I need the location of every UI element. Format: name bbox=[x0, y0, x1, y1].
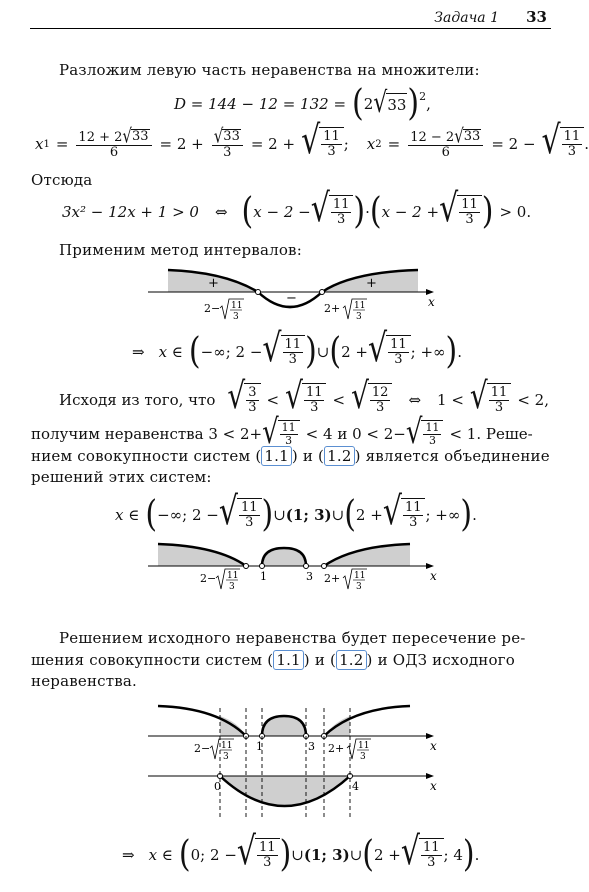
ans2-frac1-num: 11 bbox=[240, 500, 258, 515]
ans2-b: 2 + bbox=[355, 506, 383, 524]
root-x2-sub: 2 bbox=[375, 138, 382, 150]
p6-and: и bbox=[314, 651, 326, 669]
frac2-rad: 33 bbox=[223, 128, 240, 144]
axis-fig3-bottom-label: x bbox=[430, 779, 437, 793]
p4-frac3-den: 3 bbox=[376, 400, 385, 415]
label-left-num: 11 bbox=[231, 301, 243, 311]
ans2-frac1-den: 3 bbox=[245, 515, 254, 530]
ans1-impl: ⇒ bbox=[132, 343, 145, 361]
ans1-frac1-den: 3 bbox=[288, 352, 297, 367]
frac-x2-full: 12 − 2 √ 33 6 bbox=[408, 129, 483, 160]
frac4-num: 12 − 2 bbox=[410, 129, 455, 145]
label-fig3-left-num: 11 bbox=[221, 741, 233, 751]
ans3-cup1: ∪ bbox=[291, 846, 304, 864]
label-fig3-right-den: 3 bbox=[360, 752, 366, 762]
frac1-num: 12 + 2 bbox=[78, 129, 123, 145]
p5-line2b: является объединение bbox=[365, 447, 550, 465]
ans2-frac2-num: 11 bbox=[404, 500, 422, 515]
point-fig2-b bbox=[322, 564, 327, 569]
ans3-impl: ⇒ bbox=[122, 846, 135, 864]
ans1-frac2-num: 11 bbox=[390, 337, 407, 352]
point-fig2-a bbox=[244, 564, 249, 569]
label-fig2-right-num: 11 bbox=[354, 571, 366, 581]
axis-fig2-label: x bbox=[430, 569, 437, 583]
label-left-den: 3 bbox=[233, 312, 239, 322]
paragraph-obtain-line3: решений этих систем: bbox=[31, 468, 212, 486]
p4-frac1-num: 3 bbox=[248, 385, 257, 400]
ans1-pre: x ∈ bbox=[158, 343, 183, 361]
frac-x1-half: √ 33 3 bbox=[212, 129, 243, 160]
p4-frac2-den: 3 bbox=[310, 400, 319, 415]
ineq-end: > 0. bbox=[499, 203, 532, 221]
p6-line2b: и ОДЗ исходного bbox=[377, 651, 515, 669]
label-fig3-left-root bbox=[194, 739, 234, 762]
p5-frac1-num: 11 bbox=[281, 421, 296, 434]
paragraph-factor: Разложим левую часть неравенства на множители: bbox=[59, 61, 480, 79]
answer-final: ⇒ x ∈ ( 0; 2 − √ $\frac{11}{3}$ ) ∪ (1; 3) ∪ ( 2 + √ $\frac{11}{3}$ ; 4 ) . bbox=[122, 829, 480, 876]
ref-system-1-1[interactable]: 1.1 bbox=[261, 446, 291, 466]
page-number: 33 bbox=[526, 8, 547, 26]
p5-frac2-num: 11 bbox=[425, 421, 440, 434]
ans1-frac2-den: 3 bbox=[394, 352, 403, 367]
p4-iff: ⇔ bbox=[408, 391, 422, 409]
label-fig3-four: 4 bbox=[352, 780, 359, 793]
ans3-a: 0; 2 − bbox=[190, 846, 237, 864]
frac1-rad: 33 bbox=[131, 128, 149, 144]
frac3-num: 11 bbox=[323, 129, 340, 144]
eq-d-radicand: 33 bbox=[386, 93, 407, 115]
frac2-den: 3 bbox=[223, 144, 232, 160]
p5-a: получим неравенства 3 < 2+ bbox=[31, 425, 263, 443]
label-right-root bbox=[324, 299, 367, 322]
p4-frac4-den: 3 bbox=[494, 400, 504, 415]
ans3-frac2-num: 11 bbox=[423, 840, 440, 855]
sign-plus-right: + bbox=[366, 276, 377, 291]
ans3-frac1-den: 3 bbox=[263, 855, 272, 870]
label-fig2-left-root bbox=[200, 569, 240, 592]
label-fig2-one: 1 bbox=[260, 570, 267, 583]
label-fig3-three: 3 bbox=[308, 740, 315, 753]
section-title: Задача 1 bbox=[434, 10, 499, 26]
answer-2: x ∈ ( −∞; 2 − √ $\frac{11}{3}$ ) ∪ (1; 3) ∪ ( 2 + √ $\frac{11}{3}$ ; +∞ ) . bbox=[115, 489, 477, 536]
p4-lt1: < bbox=[266, 391, 280, 409]
p4-frac3-num: 12 bbox=[371, 385, 389, 400]
label-right-prefix: 2+ bbox=[324, 302, 341, 315]
ans2-frac2-den: 3 bbox=[409, 515, 418, 530]
ref-system-1-1-b[interactable]: 1.1 bbox=[273, 650, 303, 670]
axis-label-x: x bbox=[428, 295, 435, 309]
frac-x1-full: 12 + 2 √ 33 6 bbox=[76, 129, 151, 160]
frac5-den: 3 bbox=[567, 144, 577, 159]
frac5-num: 11 bbox=[563, 129, 581, 144]
point-right bbox=[320, 290, 325, 295]
paragraph-obtain-line1: получим неравенства 3 < 2+ √ $\frac{11}{3}$ < 4 и 0 < 2− √ $\frac{11}{3}$ < 1. Реше- bbox=[31, 413, 533, 453]
frac4-rad: 33 bbox=[463, 128, 481, 144]
figure-intersection bbox=[148, 694, 448, 826]
p4-two: < 2, bbox=[517, 391, 549, 409]
root-mid2: = 2 + bbox=[250, 135, 296, 153]
label-fig3-zero: 0 bbox=[214, 780, 221, 793]
label-fig3-right-num: 11 bbox=[358, 741, 370, 751]
shade-fig2-right bbox=[324, 544, 410, 566]
ans3-cup2: ∪ bbox=[349, 846, 363, 864]
label-fig3-right-root bbox=[328, 739, 371, 762]
ref-system-1-2[interactable]: 1.2 bbox=[324, 446, 354, 466]
root-sep: ; bbox=[343, 135, 349, 153]
paragraph-hence: Отсюда bbox=[31, 171, 93, 189]
equation-discriminant: D = 144 − 12 = 132 = ( 2 √ 33 ) $^2$ , bbox=[174, 82, 431, 125]
p5-b: < 4 и 0 < 2− bbox=[305, 425, 406, 443]
ans3-pre: x ∈ bbox=[148, 846, 173, 864]
p5-frac2-den: 3 bbox=[428, 434, 436, 447]
sign-minus: − bbox=[286, 291, 297, 306]
eq-d-lhs: D = 144 − 12 = 132 = bbox=[174, 95, 347, 113]
root-x1-sub: 1 bbox=[43, 138, 50, 150]
ineq-iff: ⇔ bbox=[214, 203, 228, 221]
equation-roots: x 1 = 12 + 2 √ 33 6 = 2 + √ 33 3 = 2 + √ $\frac{11}{3}$ ; x 2 = 12 − 2 √ 33 6 = 2 − √ $\frac{11}{3}$ . bbox=[35, 118, 589, 164]
p4-lt2: < bbox=[332, 391, 346, 409]
label-fig2-left-num: 11 bbox=[227, 571, 239, 581]
paragraph-intersection-line3: неравенства. bbox=[31, 672, 137, 690]
label-left-prefix: 2− bbox=[204, 302, 221, 315]
label-fig2-right-prefix: 2+ bbox=[324, 572, 341, 585]
p4-frac4-num: 11 bbox=[490, 385, 508, 400]
paragraph-obtain-line2: нием совокупности систем ( 1.1 ) и ( 1.2 ) является объединение bbox=[31, 447, 550, 465]
ans1-b: 2 + bbox=[341, 343, 368, 361]
ans1-c: ; +∞ bbox=[410, 343, 446, 361]
ans2-pre: x ∈ bbox=[115, 506, 140, 524]
point-fig2-3 bbox=[304, 564, 309, 569]
p5-c: < 1. Реше- bbox=[449, 425, 533, 443]
root-x2-var: x bbox=[366, 135, 376, 153]
root-mid3: = 2 − bbox=[491, 135, 536, 153]
label-fig3-one: 1 bbox=[256, 740, 263, 753]
equation-inequality: 3x² − 12x + 1 > 0 ⇔ ( x − 2 − √ $\frac{11}{3}$ ) · ( x − 2 + √ $\frac{11}{3}$ ) > 0. bbox=[62, 186, 532, 233]
p5-line2a: нием совокупности систем bbox=[31, 447, 251, 465]
figure-interval-sign bbox=[140, 262, 440, 326]
ineq-frac2-num: 11 bbox=[461, 197, 478, 212]
root-mid1: = 2 + bbox=[159, 135, 204, 153]
ineq-frac1-den: 3 bbox=[336, 212, 346, 227]
p4-one: 1 < bbox=[437, 391, 464, 409]
frac1-den: 6 bbox=[109, 144, 119, 160]
eq-d-end: , bbox=[426, 95, 431, 113]
ans3-mid: (1; 3) bbox=[303, 846, 350, 864]
root-eq2: = bbox=[387, 135, 401, 153]
label-fig2-left-den: 3 bbox=[229, 582, 235, 592]
ineq-factor-a: x − 2 − bbox=[253, 203, 311, 221]
p5-and: и bbox=[302, 447, 314, 465]
frac3-den: 3 bbox=[327, 144, 336, 159]
ans3-frac1-num: 11 bbox=[259, 840, 276, 855]
root-end: . bbox=[584, 135, 589, 153]
p5-frac1-den: 3 bbox=[285, 434, 293, 447]
eq-d-exponent: 2 bbox=[419, 90, 427, 103]
paragraph-since: Исходя из того, что √ $\frac{3}{3}$ < √ $\frac{11}{3}$ < √ $\frac{12}{3}$ ⇔ 1 < √ $\frac{11}{3}$ < 2, bbox=[59, 374, 549, 417]
label-fig3-left-prefix: 2− bbox=[194, 742, 211, 755]
label-fig3-left-den: 3 bbox=[223, 752, 229, 762]
p4-start: Исходя из того, что bbox=[59, 391, 216, 409]
ans2-cup2: ∪ bbox=[331, 506, 345, 524]
ineq-frac1-num: 11 bbox=[332, 197, 350, 212]
ineq-factor-b: x − 2 + bbox=[381, 203, 440, 221]
ineq-frac2-den: 3 bbox=[465, 212, 474, 227]
shade-fig2-left bbox=[158, 544, 246, 566]
label-fig2-right-root bbox=[324, 569, 367, 592]
axis-fig3-top-label: x bbox=[430, 739, 437, 753]
ans3-frac2-den: 3 bbox=[427, 855, 436, 870]
root-eq: = bbox=[55, 135, 69, 153]
ans3-b: 2 + bbox=[373, 846, 401, 864]
ans1-cup: ∪ bbox=[316, 343, 330, 361]
ans2-mid: (1; 3) bbox=[285, 506, 332, 524]
frac4-den: 6 bbox=[441, 144, 450, 160]
ans2-end: . bbox=[472, 506, 477, 524]
root-x1-var: x bbox=[35, 135, 44, 153]
paragraph-interval-method: Применим метод интервалов: bbox=[59, 241, 302, 259]
ans1-end: . bbox=[457, 343, 463, 361]
point-fig2-1 bbox=[260, 564, 265, 569]
paragraph-intersection-line1: Решением исходного неравенства будет пересечение ре- bbox=[59, 629, 526, 647]
label-fig3-right-prefix: 2+ bbox=[328, 742, 345, 755]
ans1-frac1-num: 11 bbox=[284, 337, 302, 352]
label-fig2-right-den: 3 bbox=[356, 582, 362, 592]
sign-plus-left: + bbox=[208, 276, 219, 291]
p6-line2a: шения совокупности систем bbox=[31, 651, 263, 669]
label-right-den: 3 bbox=[356, 312, 362, 322]
ans2-c: ; +∞ bbox=[425, 506, 461, 524]
ans1-a: −∞; 2 − bbox=[200, 343, 263, 361]
ineq-lhs: 3x² − 12x + 1 > 0 bbox=[62, 203, 199, 221]
ref-system-1-2-b[interactable]: 1.2 bbox=[336, 650, 366, 670]
label-right-num: 11 bbox=[354, 301, 366, 311]
ans2-a: −∞; 2 − bbox=[157, 506, 219, 524]
answer-1: ⇒ x ∈ ( −∞; 2 − √ $\frac{11}{3}$ ) ∪ ( 2 + √ $\frac{11}{3}$ ; +∞ ) . bbox=[132, 326, 463, 373]
page-header bbox=[30, 6, 551, 29]
paragraph-intersection-line2: шения совокупности систем ( 1.1 ) и ( 1.2 ) и ОДЗ исходного bbox=[31, 651, 515, 669]
p4-frac2-num: 11 bbox=[305, 385, 323, 400]
figure-union-solutions bbox=[148, 538, 448, 598]
ans3-end: . bbox=[474, 846, 480, 864]
label-fig2-left-prefix: 2− bbox=[200, 572, 217, 585]
label-fig2-three: 3 bbox=[306, 570, 313, 583]
ineq-dot: · bbox=[365, 203, 370, 221]
ans2-cup1: ∪ bbox=[273, 506, 286, 524]
label-left-root bbox=[204, 299, 244, 322]
ans3-c: ; 4 bbox=[443, 846, 463, 864]
p4-frac1-den: 3 bbox=[248, 400, 257, 415]
eq-d-inner: 2 bbox=[363, 95, 374, 113]
point-left bbox=[256, 290, 261, 295]
